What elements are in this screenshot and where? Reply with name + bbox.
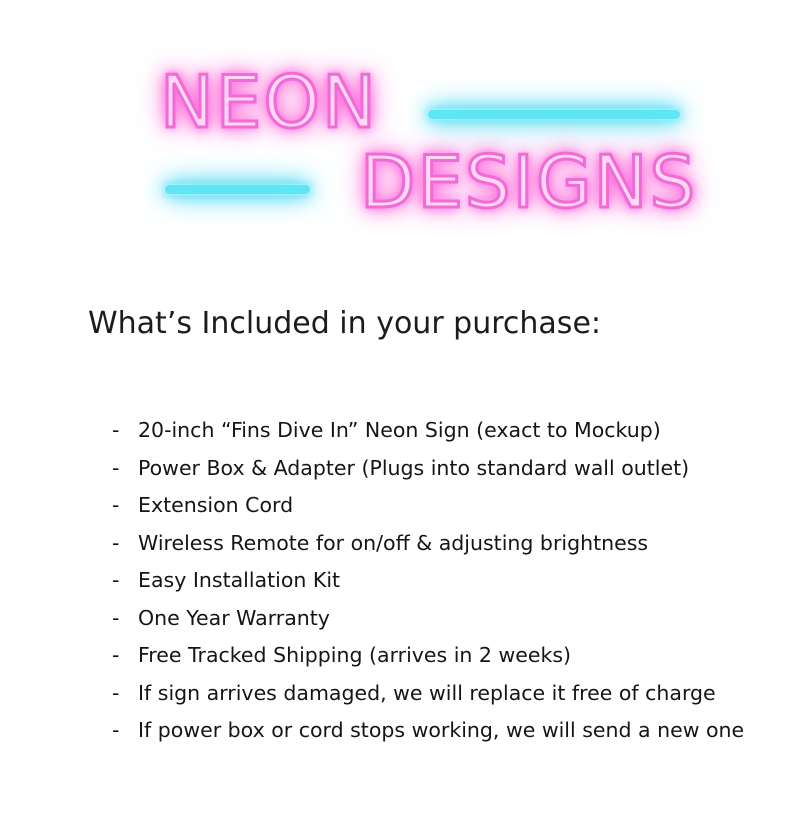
list-item — [112, 525, 772, 563]
neon-bar-bottom-icon — [165, 185, 310, 194]
list-item-label: If sign arrives damaged, we will replace it free of charge — [138, 680, 716, 705]
list-item-label: Free Tracked Shipping (arrives in 2 weeks) — [138, 643, 572, 667]
list-item-label: 20-inch “Fins Dive In” Neon Sign (exact to Mockup) — [138, 418, 661, 442]
list-bullet: - — [112, 680, 120, 705]
list-item-label: If power box or cord stops working, we will send a new one — [138, 718, 745, 742]
list-item-label: Wireless Remote for on/off & adjusting brightness — [138, 530, 649, 555]
neon-bar-top-icon — [428, 110, 680, 119]
logo-word-neon: NEON — [160, 60, 378, 144]
list-bullet: - — [112, 418, 120, 442]
list-bullet: - — [112, 568, 120, 592]
list-item-label: Power Box & Adapter (Plugs into standard wall outlet) — [138, 455, 690, 480]
logo-word-designs: DESIGNS — [360, 140, 698, 224]
brand-logo — [0, 0, 806, 250]
list-item — [112, 637, 772, 675]
list-bullet: - — [112, 643, 120, 667]
list-item — [112, 675, 772, 713]
list-item-label: Extension Cord — [138, 493, 294, 517]
list-item — [112, 450, 772, 488]
list-item — [112, 487, 772, 525]
list-bullet: - — [112, 718, 120, 742]
list-bullet: - — [112, 493, 120, 517]
list-item — [112, 412, 772, 450]
list-item — [112, 600, 772, 638]
list-bullet: - — [112, 605, 120, 630]
included-items-list — [112, 412, 772, 750]
list-item — [112, 562, 772, 600]
list-bullet: - — [112, 455, 120, 480]
list-item — [112, 712, 772, 750]
list-item-label: Easy Installation Kit — [138, 568, 341, 592]
list-item-label: One Year Warranty — [138, 605, 330, 630]
page-title: What’s Included in your purchase: — [88, 306, 602, 341]
list-bullet: - — [112, 530, 120, 555]
